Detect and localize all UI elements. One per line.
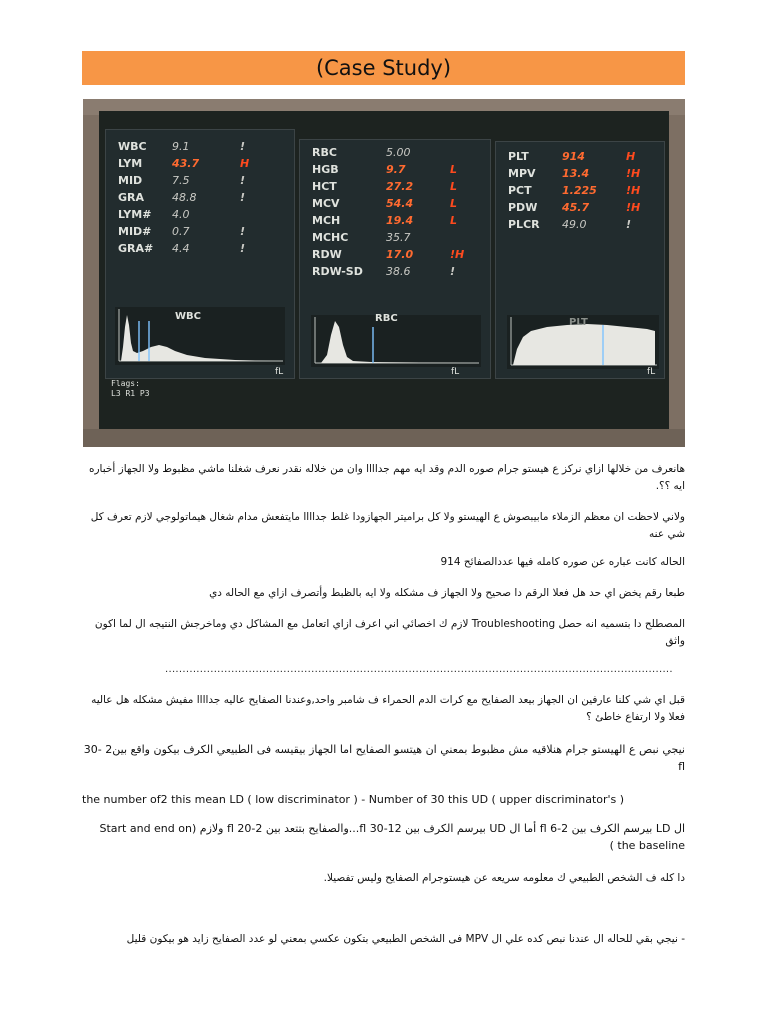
param-value: 45.7 <box>562 201 590 214</box>
paragraph-observation: ولاني لاحظت ان معظم الزملاء مابيبصوش ع الهيستو ولا كل براميتر الجهازودا غلط جداااا مايتفعش مدام شغال هيماتولوجي لازم تعرف كل شي عنه <box>90 511 685 540</box>
analyzer-screen-photo <box>83 99 685 447</box>
param-label: GRA# <box>118 242 154 255</box>
param-flag: H <box>240 157 250 170</box>
param-value: 1.225 <box>562 184 597 197</box>
paragraph-intro: هانعرف من خلالها ازاي نركز ع هيستو جرام صوره الدم وقد ايه مهم جداااا وان من خلاله نقدر نعرف شغلنا ماشي مظبوط ولا الجهاز أخباره ايه ؟؟. <box>88 463 685 492</box>
param-label: MID <box>118 174 143 187</box>
param-value: 9.1 <box>172 140 190 153</box>
case-study-title: (Case Study) <box>82 51 685 85</box>
param-label: MCHC <box>312 231 349 244</box>
paragraph-chamber: قبل اي شي كلنا عارفين ان الجهاز بيعد الصفايح مع كرات الدم الحمراء ف شامبر واحد,وعندنا الصفايح عاليه جداااا مفيش مشكله هل عاليه فعلا ولا ارتفاع خاطئ ؟ <box>91 694 685 723</box>
param-value: 48.8 <box>172 191 197 204</box>
flags-block <box>111 379 150 399</box>
param-flag: ! <box>240 174 246 187</box>
plt-fl-label: fL <box>647 367 656 377</box>
paragraph-discriminators: the number of2 this mean LD ( low discriminator ) - Number of 30 this UD ( upper discriminator's ) <box>82 793 625 806</box>
param-flag: ! <box>240 242 246 255</box>
param-value: 13.4 <box>562 167 590 180</box>
param-label: MPV <box>508 167 536 180</box>
param-value: 7.5 <box>172 174 190 187</box>
flags-title: Flags: <box>111 379 140 388</box>
param-flag: ! <box>240 140 246 153</box>
plt-histogram-label: PLT <box>569 317 588 328</box>
param-value: 27.2 <box>386 180 414 193</box>
param-label: HGB <box>312 163 339 176</box>
param-label: LYM# <box>118 208 152 221</box>
param-label: MCV <box>312 197 340 210</box>
param-label: PLCR <box>508 218 540 231</box>
param-label: PDW <box>508 201 538 214</box>
param-flag: L <box>450 180 458 193</box>
param-flag: L <box>450 197 458 210</box>
param-flag: ! <box>626 218 632 231</box>
param-value: 5.00 <box>386 146 411 159</box>
param-value: 4.0 <box>172 208 190 221</box>
param-value: 19.4 <box>386 214 414 227</box>
param-flag: !H <box>626 167 641 180</box>
flags-value: L3 R1 P3 <box>111 389 150 398</box>
param-flag: ! <box>240 225 246 238</box>
param-flag: !H <box>626 201 641 214</box>
param-value: 49.0 <box>562 218 587 231</box>
param-flag: ! <box>450 265 456 278</box>
dotted-separator: .................................................................................................................................................. <box>165 664 673 675</box>
paragraph-case: الحاله كانت عباره عن صوره كامله فيها عددالصفائح 914 <box>440 556 685 568</box>
param-label: MID# <box>118 225 152 238</box>
param-value: 9.7 <box>386 163 406 176</box>
param-label: PLT <box>508 150 529 163</box>
param-flag: ! <box>240 191 246 204</box>
param-value: 0.7 <box>172 225 190 238</box>
param-value: 914 <box>562 150 585 163</box>
analyzer-screen <box>99 111 669 429</box>
param-label: RDW-SD <box>312 265 363 278</box>
param-label: RBC <box>312 146 337 159</box>
param-flag: !H <box>450 248 465 261</box>
paragraph-troubleshooting: المصطلح دا بتسميه انه حصل Troubleshooting لازم ك اخصائي اني اعرف ازاي اتعامل مع المشاكل دي وماخرجش النتيجه ال لما اكون واثق <box>94 618 685 647</box>
paragraph-summary: دا كله ف الشخص الطبيعي ك معلومه سريعه عن هيستوجرام الصفايح وليس تفصيلا. <box>323 872 685 884</box>
param-label: GRA <box>118 191 145 204</box>
param-label: MCH <box>312 214 341 227</box>
param-value: 35.7 <box>386 231 411 244</box>
param-label: WBC <box>118 140 147 153</box>
photo-bezel <box>83 429 685 447</box>
wbc-histogram-label: WBC <box>175 311 201 322</box>
param-flag: L <box>450 214 458 227</box>
param-flag: L <box>450 163 458 176</box>
paragraph-question: طبعا رقم يخض اي حد هل فعلا الرقم دا صحيح ولا الجهاز ف مشكله ولا ايه بالظبط وأتصرف ازاي مع الحاله دي <box>209 587 685 599</box>
paragraph-ld-ud: ال LD بيرسم الكرف بين 2-6 fl أما ال UD بيرسم الكرف بين 12-30 fl...والصفايح بتتعد بين 2-20 fl ولازم (Start and end on the baseline ) <box>99 822 685 852</box>
param-flag: !H <box>626 184 641 197</box>
paragraph-mpv: - نيجي بقي للحاله ال عندنا نبص كده علي ال MPV فى الشخص الطبيعي بتكون عكسي بمعني لو عدد الصفايح زايد هو بيكون قليل <box>126 933 685 945</box>
rbc-histogram-label: RBC <box>375 313 398 324</box>
param-flag: H <box>626 150 636 163</box>
param-label: LYM <box>118 157 143 170</box>
param-value: 54.4 <box>386 197 414 210</box>
param-label: RDW <box>312 248 342 261</box>
param-value: 43.7 <box>172 157 200 170</box>
param-value: 38.6 <box>386 265 411 278</box>
param-value: 4.4 <box>172 242 190 255</box>
param-label: PCT <box>508 184 532 197</box>
rbc-fl-label: fL <box>451 367 460 377</box>
paragraph-histogram: نيجي نبص ع الهيستو جرام هنلاقيه مش مظبوط بمعني ان هيتسو الصفايح اما الجهاز بيقيسه فى الطبيعي الكرف بيكون واقع بين2 -30 fl <box>83 743 685 773</box>
wbc-fl-label: fL <box>275 367 284 377</box>
param-value: 17.0 <box>386 248 414 261</box>
param-label: HCT <box>312 180 337 193</box>
